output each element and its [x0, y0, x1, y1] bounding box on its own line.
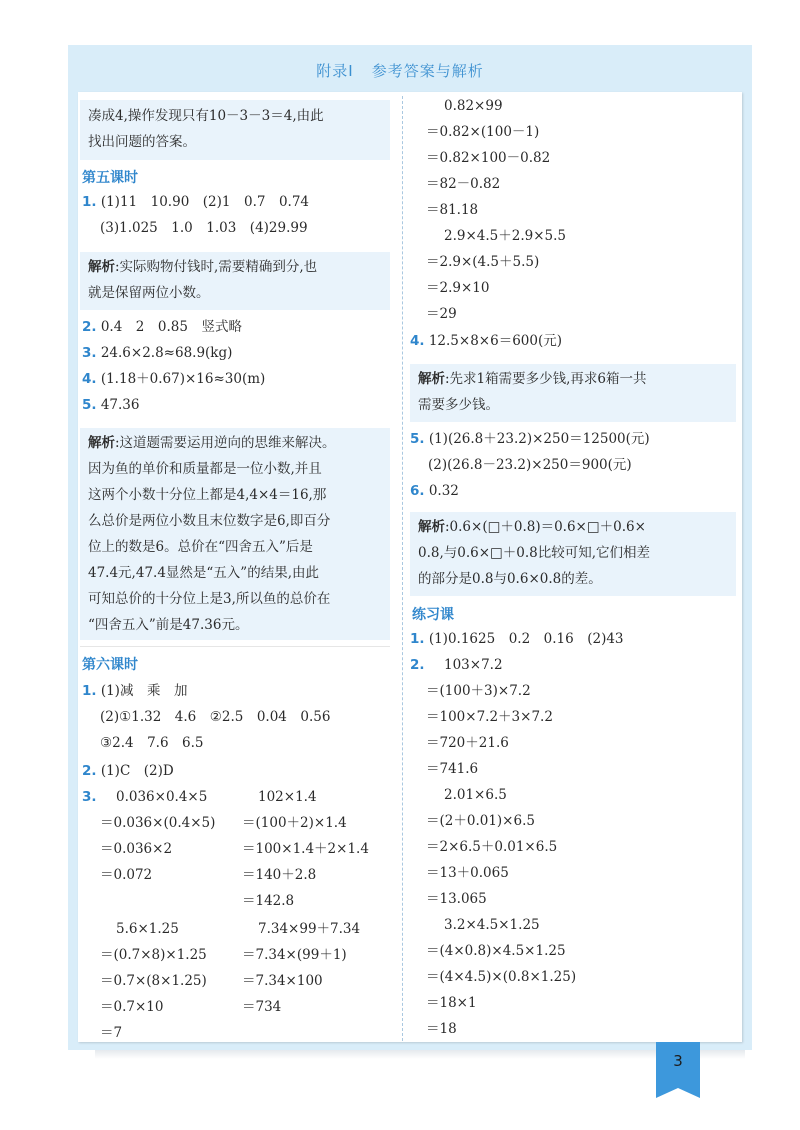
section-separator [80, 646, 390, 647]
calc-line: 3.2×4.5×1.25 [444, 917, 540, 933]
practice-question-1: 1. (1)0.1625 0.2 0.16 (2)43 [410, 631, 624, 647]
note2-line: 可知总价的十分位上是3,所以鱼的总价在 [88, 591, 331, 607]
note6-line2: 0.8,与0.6×□＋0.8比较可知,它们相差 [418, 545, 651, 561]
note-top-line: 找出问题的答案。 [88, 134, 196, 150]
question-1: 1. (1)11 10.90 (2)1 0.7 0.74 [82, 194, 310, 210]
note1-line2: 就是保留两位小数。 [88, 285, 210, 301]
note-top-line: 凑成4,操作发现只有10－3－3＝4,由此 [88, 108, 324, 124]
calc-line: 5.6×1.25 [116, 921, 179, 937]
calc-line: ＝142.8 [242, 893, 295, 909]
calc-line: 103×7.2 [444, 657, 503, 673]
lesson6-question-1: 1. (1)减 乘 加 [82, 683, 188, 699]
calc-line: ＝(100＋2)×1.4 [242, 815, 347, 831]
calc-line: ＝0.7×10 [100, 999, 164, 1015]
note2-line1: 解析:这道题需要运用逆向的思维来解决。 [88, 435, 336, 451]
right-question-6: 6. 0.32 [410, 483, 459, 499]
calc-line: ＝7.34×(99＋1) [242, 947, 347, 963]
calc-line: ＝18 [426, 1021, 457, 1037]
note4-line2: 需要多少钱。 [418, 397, 499, 413]
note6-line1: 解析:0.6×(□＋0.8)＝0.6×□＋0.6× [418, 519, 646, 535]
calc-line: 102×1.4 [258, 789, 317, 805]
note2-line: 这两个小数十分位上都是4,4×4＝16,那 [88, 487, 327, 503]
question-2: 2. 0.4 2 0.85 竖式略 [82, 319, 242, 335]
lesson5-title: 第五课时 [82, 170, 138, 186]
question-5: 5. 47.36 [82, 397, 140, 413]
calc-line: ＝(100＋3)×7.2 [426, 683, 531, 699]
calc-line: ＝2.9×(4.5＋5.5) [426, 254, 540, 270]
page-header [0, 60, 800, 81]
calc-line: ＝(2＋0.01)×6.5 [426, 813, 535, 829]
calc-line: ＝2×6.5＋0.01×6.5 [426, 839, 558, 855]
page-number: 3 [673, 1052, 683, 1070]
calc-line: ＝81.18 [426, 202, 479, 218]
practice-title: 练习课 [412, 607, 454, 623]
calc-line: ＝7 [100, 1025, 123, 1041]
note2-line: “四舍五入”前是47.36元。 [88, 617, 249, 633]
calc-line: 7.34×99＋7.34 [258, 921, 361, 937]
note2-line: 位上的数是6。总价在“四舍五入”后是 [88, 539, 313, 555]
header-appendix: 附录Ⅰ [316, 62, 354, 80]
lesson6-question-1-line2: (2)①1.32 4.6 ②2.5 0.04 0.56 [100, 709, 331, 725]
right-question-4: 4. 12.5×8×6＝600(元) [410, 333, 562, 349]
calc-line: ＝100×1.4＋2×1.4 [242, 841, 369, 857]
calc-line: ＝0.82×100－0.82 [426, 150, 551, 166]
calc-line: ＝734 [242, 999, 282, 1015]
lesson6-question-1-line3: ③2.4 7.6 6.5 [100, 735, 204, 751]
calc-line: ＝0.036×(0.4×5) [100, 815, 216, 831]
calc-line: ＝0.7×(8×1.25) [100, 973, 207, 989]
question-4: 4. (1.18＋0.67)×16≈30(m) [82, 371, 266, 387]
calc-line: ＝(4×4.5)×(0.8×1.25) [426, 969, 577, 985]
question-3: 3. 24.6×2.8≈68.9(kg) [82, 345, 233, 361]
calc-line: ＝29 [426, 306, 457, 322]
question-1-line2: (3)1.025 1.0 1.03 (4)29.99 [100, 220, 308, 236]
note2-line: 因为鱼的单价和质量都是一位小数,并且 [88, 461, 322, 477]
lesson6-question-3-number: 3. [82, 789, 97, 805]
calc-line: ＝7.34×100 [242, 973, 323, 989]
calc-line: ＝82－0.82 [426, 176, 501, 192]
practice-question-2-number: 2. [410, 657, 425, 673]
note2-line: 么总价是两位小数且末位数字是6,即百分 [88, 513, 331, 529]
calc-line: ＝100×7.2＋3×7.2 [426, 709, 553, 725]
page-number-tab [656, 1042, 700, 1088]
calc-line: ＝720＋21.6 [426, 735, 509, 751]
calc-line: ＝0.82×(100－1) [426, 124, 540, 140]
note2-line: 47.4元,47.4显然是“五入”的结果,由此 [88, 565, 320, 581]
calc-line: ＝0.036×2 [100, 841, 173, 857]
calc-line: ＝13＋0.065 [426, 865, 509, 881]
calc-line: ＝0.072 [100, 867, 153, 883]
right-question-5-line2: (2)(26.8－23.2)×250＝900(元) [428, 457, 632, 473]
column-divider [402, 96, 403, 1041]
calc-line: ＝(0.7×8)×1.25 [100, 947, 207, 963]
calc-line: ＝140＋2.8 [242, 867, 317, 883]
calc-line: 2.01×6.5 [444, 787, 507, 803]
calc-line: ＝(4×0.8)×4.5×1.25 [426, 943, 566, 959]
calc-line: 0.82×99 [444, 98, 503, 114]
calc-line: ＝741.6 [426, 761, 479, 777]
calc-line: 2.9×4.5＋2.9×5.5 [444, 228, 567, 244]
note6-line3: 的部分是0.8与0.6×0.8的差。 [418, 571, 602, 587]
calc-line: ＝2.9×10 [426, 280, 490, 296]
lesson6-question-2: 2. (1)C (2)D [82, 763, 174, 779]
calc-line: ＝13.065 [426, 891, 487, 907]
right-question-5: 5. (1)(26.8＋23.2)×250＝12500(元) [410, 431, 650, 447]
lesson6-title: 第六课时 [82, 657, 138, 673]
note1-line1: 解析:实际购物付钱时,需要精确到分,也 [88, 259, 318, 275]
header-title: 参考答案与解析 [371, 62, 484, 80]
calc-line: 0.036×0.4×5 [116, 789, 208, 805]
calc-line: ＝18×1 [426, 995, 477, 1011]
note4-line1: 解析:先求1箱需要多少钱,再求6箱一共 [418, 371, 647, 387]
